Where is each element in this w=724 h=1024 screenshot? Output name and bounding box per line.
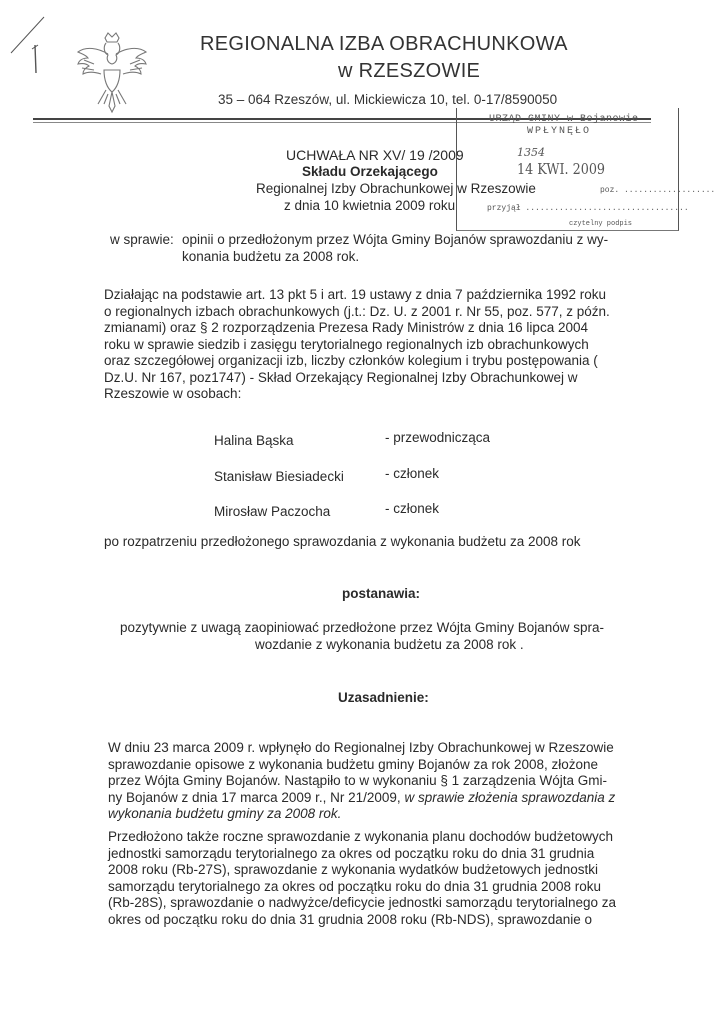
- stamp-signature-label: czytelny podpis: [569, 220, 633, 228]
- paragraph-line: W dniu 23 marca 2009 r. wpłynęło do Regionalnej Izby Obrachunkowej w Rzeszowie: [108, 740, 614, 755]
- paragraph-line: okres od początku roku do dnia 31 grudnia 2008 roku (Rb-NDS), sprawozdanie o: [108, 911, 593, 927]
- member-name: Stanisław Biesiadecki: [214, 469, 344, 484]
- after-review-text: po rozpatrzeniu przedłożonego sprawozdania z wykonania budżetu za 2008 rok: [104, 534, 581, 549]
- stamp-office: URZĄD GMINY w Bojanowie: [489, 114, 639, 125]
- paragraph-line: Przedłożono także roczne sprawozdanie z wykonania planu dochodów budżetowych: [108, 829, 614, 844]
- legal-basis-line: roku w sprawie siedzib i zasięgu terytorialnego regionalnych izb obrachunkowych: [104, 336, 589, 352]
- paragraph-line: 2008 roku (Rb-27S), sprawozdanie z wykonania wydatków budżetowych jednostki: [108, 862, 599, 877]
- legal-basis-line: o regionalnych izbach obrachunkowych (j.t.: Dz. U. z 2001 r. Nr 55, poz. 577, z późn.: [104, 303, 610, 319]
- subject-line-1: opinii o przedłożonym przez Wójta Gminy Bojanów sprawozdaniu z wy-: [182, 232, 609, 247]
- stamp-received: WPŁYNĘŁO: [527, 126, 592, 137]
- justification-paragraph-1: [108, 740, 615, 823]
- decision-line-2: wozdanie z wykonania budżetu za 2008 rok .: [255, 637, 524, 652]
- paragraph-line: jednostki samorządu terytorialnego za okres od początku roku do dnia 31 grudnia: [108, 845, 595, 861]
- member-role: - przewodnicząca: [385, 430, 491, 445]
- paragraph-line: przez Wójta Gminy Bojanów. Nastąpiło to w wykonaniu § 1 zarządzenia Wójta Gmi-: [108, 773, 607, 788]
- stamp-poz: poz. ...................: [600, 186, 716, 195]
- stamp-przyjal: przyjął ..................................: [487, 204, 689, 213]
- institution-name: REGIONALNA IZBA OBRACHUNKOWA: [200, 33, 568, 55]
- stamp-date: 14 KWI. 2009: [517, 160, 606, 178]
- member-role: - członek: [385, 501, 440, 516]
- margin-pen-mark: [8, 15, 48, 85]
- member-role: - członek: [385, 466, 440, 481]
- received-stamp: [456, 108, 716, 231]
- stamp-hand-number: 1354: [517, 146, 545, 159]
- subject-line-2: konania budżetu za 2008 rok.: [182, 249, 360, 264]
- paragraph-line: (Rb-28S), sprawozdanie o nadwyżce/deficycie jednostki samorządu terytorialnego za: [108, 895, 617, 910]
- legal-basis-line: zmianami) oraz § 2 rozporządzenia Prezesa Rady Ministrów z dnia 16 lipca 2004: [104, 320, 588, 335]
- decision-heading: postanawia:: [342, 586, 421, 601]
- resolution-date: z dnia 10 kwietnia 2009 roku: [284, 198, 456, 213]
- paragraph-line: [108, 790, 615, 807]
- legal-basis: [104, 287, 610, 403]
- stamp-przyjal-label: przyjął: [487, 204, 521, 213]
- resolution-issuer: Regionalnej Izby Obrachunkowej w Rzeszowie: [256, 181, 536, 196]
- resolution-title: UCHWAŁA NR XV/ 19 /2009: [286, 147, 464, 163]
- paragraph-line: wykonania budżetu gminy za 2008 rok.: [108, 806, 342, 821]
- paragraph-line: sprawozdanie opisowe z wykonania budżetu gminy Bojanów za rok 2008, złożone: [108, 756, 599, 772]
- paragraph-line-plain: ny Bojanów z dnia 17 marca 2009 r., Nr 21/2009,: [108, 789, 405, 805]
- resolution-body: Składu Orzekającego: [302, 164, 438, 179]
- justification-heading: Uzasadnienie:: [338, 690, 429, 705]
- legal-basis-line: Dz.U. Nr 167, poz1747) - Skład Orzekający Regionalnej Izby Obrachunkowej w: [104, 369, 578, 385]
- subject-label: w sprawie:: [110, 232, 174, 247]
- decision-line-1: pozytywnie z uwagą zaopiniować przedłożone przez Wójta Gminy Bojanów spra-: [120, 620, 604, 635]
- institution-city: w RZESZOWIE: [338, 60, 481, 82]
- paragraph-line: samorządu terytorialnego za okres od początku roku do dnia 31 grudnia 2008 roku: [108, 878, 602, 894]
- legal-basis-line: Działając na podstawie art. 13 pkt 5 i art. 19 ustawy z dnia 7 października 1992 roku: [104, 287, 607, 302]
- stamp-poz-label: poz.: [600, 186, 620, 195]
- legal-basis-line: oraz szczegółowej organizacji izb, liczby członków kolegium i trybu postępowania (: [104, 353, 598, 368]
- paragraph-line-italic: w sprawie złożenia sprawozdania z: [404, 789, 616, 805]
- legal-basis-line: Rzeszowie w osobach:: [104, 386, 242, 401]
- eagle-emblem-icon: [72, 30, 152, 118]
- member-name: Mirosław Paczocha: [214, 504, 331, 519]
- member-name: Halina Bąska: [214, 433, 294, 448]
- justification-paragraph-2: [108, 829, 616, 928]
- institution-address: 35 – 064 Rzeszów, ul. Mickiewicza 10, tel. 0-17/8590050: [218, 92, 558, 107]
